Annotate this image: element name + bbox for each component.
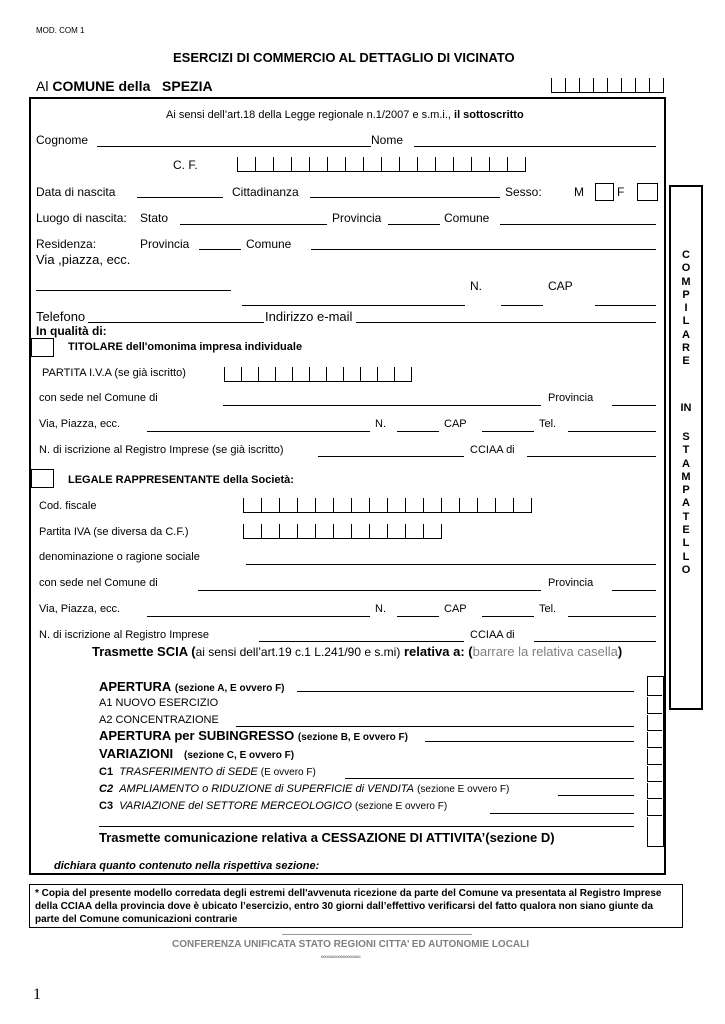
legale-codfisc-label: Cod. fiscale xyxy=(39,500,97,512)
footer-note xyxy=(29,884,683,928)
legale-registro-label: N. di iscrizione al Registro Imprese xyxy=(39,629,209,641)
stato-label: Stato xyxy=(140,211,169,225)
legale-n-field[interactable] xyxy=(397,616,439,617)
c3-code: C3 xyxy=(99,800,114,812)
titolare-tel-label: Tel. xyxy=(539,418,557,430)
c3-sezione: (sezione E ovvero F) xyxy=(354,801,448,812)
titolare-provincia-label: Provincia xyxy=(548,392,594,404)
res-provincia-field[interactable] xyxy=(199,249,241,250)
subingresso-label: APERTURA per SUBINGRESSO xyxy=(99,728,295,743)
c2-code: C2 xyxy=(99,783,114,795)
titolare-registro-field[interactable] xyxy=(318,456,464,457)
provincia-label: Provincia xyxy=(332,211,382,225)
cf-label: C. F. xyxy=(173,158,198,172)
legale-denominazione-field[interactable] xyxy=(246,564,656,565)
scia-relativa: relativa a: ( xyxy=(400,644,473,659)
options-divider xyxy=(647,781,662,783)
titolare-via-label: Via, Piazza, ecc. xyxy=(39,418,121,430)
qualita-label: In qualità di: xyxy=(36,324,107,338)
email-field[interactable] xyxy=(356,322,656,323)
email-label: Indirizzo e-mail xyxy=(265,309,353,324)
recipient-prefix: Al xyxy=(36,78,49,94)
legale-provincia-field[interactable] xyxy=(612,590,656,591)
scia-title: Trasmette SCIA ( xyxy=(92,644,196,659)
sesso-m-checkbox[interactable] xyxy=(595,183,614,201)
n-label: N. xyxy=(470,279,482,293)
legale-heading: LEGALE RAPPRESENTANTE della Società: xyxy=(68,474,294,486)
scia-barrare: barrare la relativa casella xyxy=(472,644,618,659)
c1-label: TRASFERIMENTO di SEDE xyxy=(119,766,258,778)
conferenza-text: CONFERENZA UNIFICATA STATO REGIONI CITTA’ ED AUTONOMIE LOCALI xyxy=(172,939,530,950)
recipient xyxy=(36,78,213,94)
titolare-cciaa-field[interactable] xyxy=(527,456,656,457)
subingresso-line xyxy=(425,741,634,742)
footer-dots: ºººººººººººººººººº xyxy=(321,956,361,962)
recipient-city: SPEZIA xyxy=(162,78,213,94)
c1-sezione: (E ovvero F) xyxy=(260,767,316,778)
subingresso-sezione: (sezione B, E ovvero F) xyxy=(297,732,408,743)
nome-field[interactable] xyxy=(414,146,656,147)
model-code: MOD. COM 1 xyxy=(36,26,85,35)
legale-n-label: N. xyxy=(375,603,386,615)
luogo-label: Luogo di nascita: xyxy=(36,211,127,225)
intro-normal: Ai sensi dell’art.18 della Legge regionale n.1/2007 e s.m.i., xyxy=(166,109,455,121)
legale-checkbox[interactable] xyxy=(31,469,54,488)
cognome-field[interactable] xyxy=(97,146,371,147)
footer-divider xyxy=(282,934,472,935)
titolare-provincia-field[interactable] xyxy=(612,405,656,406)
intro-bold: il sottoscritto xyxy=(454,109,524,121)
legale-codfisc-cells[interactable] xyxy=(243,498,532,513)
cap-label: CAP xyxy=(548,279,573,293)
comune-label: Comune xyxy=(444,211,490,225)
legale-tel-field[interactable] xyxy=(568,616,656,617)
c1-line xyxy=(345,778,634,779)
provincia-field[interactable] xyxy=(388,224,440,225)
page-number: 1 xyxy=(33,986,41,1003)
variazioni-label: VARIAZIONI xyxy=(99,746,174,761)
legale-via-field[interactable] xyxy=(147,616,370,617)
scia-ref: ai sensi dell’art.19 c.1 L.241/90 e s.mi) xyxy=(195,645,401,659)
scia-close: ) xyxy=(617,644,623,659)
legale-cciaa-label: CCIAA di xyxy=(470,629,515,641)
side-note-compilare: C O M P I L A R E xyxy=(681,249,691,368)
cittadinanza-label: Cittadinanza xyxy=(232,185,299,199)
sesso-label: Sesso: xyxy=(505,185,542,199)
telefono-label: Telefono xyxy=(36,309,86,324)
sesso-f-checkbox[interactable] xyxy=(637,183,658,201)
options-divider xyxy=(647,798,662,800)
titolare-n-field[interactable] xyxy=(397,431,439,432)
option-variazioni[interactable] xyxy=(99,746,294,761)
titolare-tel-field[interactable] xyxy=(568,431,656,432)
legale-via-label: Via, Piazza, ecc. xyxy=(39,603,121,615)
c1-code: C1 xyxy=(99,766,114,778)
option-cessazione[interactable]: Trasmette comunicazione relativa a CESSAZIONE DI ATTIVITA’(sezione D) xyxy=(99,830,555,845)
sesso-f-label: F xyxy=(617,185,625,199)
cittadinanza-field[interactable] xyxy=(310,197,500,198)
option-apertura[interactable] xyxy=(99,679,285,694)
apertura-sezione: (sezione A, E ovvero F) xyxy=(174,683,285,694)
recipient-comune: COMUNE della xyxy=(52,78,151,94)
options-divider xyxy=(647,815,662,817)
legale-cciaa-field[interactable] xyxy=(534,641,656,642)
options-checkbox-column xyxy=(647,676,664,847)
c2-sezione: (sezione E ovvero F) xyxy=(417,784,510,795)
side-note-in: IN xyxy=(680,402,692,414)
legale-cap-label: CAP xyxy=(444,603,467,615)
options-divider xyxy=(647,695,662,697)
option-subingresso[interactable] xyxy=(99,728,408,743)
nascita-field[interactable] xyxy=(137,197,223,198)
nome-label: Nome xyxy=(371,133,404,147)
comune-field[interactable] xyxy=(500,224,656,225)
legale-piva-label: Partita IVA (se diversa da C.F.) xyxy=(39,526,189,538)
variazioni-sezione: (sezione C, E ovvero F) xyxy=(184,750,295,761)
telefono-field[interactable] xyxy=(88,322,264,323)
cap-field[interactable] xyxy=(595,305,656,306)
side-note-stampatello: S T A M P A T E L L O xyxy=(681,431,691,576)
legale-registro-field[interactable] xyxy=(259,641,464,642)
c2-line xyxy=(558,795,634,796)
res-comune-field[interactable] xyxy=(311,249,656,250)
legale-cap-field[interactable] xyxy=(482,616,534,617)
option-c3[interactable] xyxy=(99,800,447,812)
option-a1[interactable]: A1 NUOVO ESERCIZIO xyxy=(99,697,219,709)
a2-line xyxy=(236,726,634,727)
cf-cells[interactable] xyxy=(237,157,526,172)
cognome-label: Cognome xyxy=(36,133,89,147)
res-comune-label: Comune xyxy=(246,237,292,251)
c3-line xyxy=(490,813,634,814)
protocol-cells[interactable] xyxy=(551,78,664,93)
legale-sede-field[interactable] xyxy=(198,590,541,591)
sesso-m-label: M xyxy=(574,185,584,199)
titolare-piva-cells[interactable] xyxy=(224,367,412,382)
c2-label: AMPLIAMENTO o RIDUZIONE di SUPERFICIE di VENDITA xyxy=(119,783,415,795)
apertura-line xyxy=(297,691,634,692)
apertura-label: APERTURA xyxy=(99,679,172,694)
options-divider xyxy=(647,730,662,732)
n-field[interactable] xyxy=(501,305,543,306)
stato-field[interactable] xyxy=(180,224,327,225)
titolare-piva-label: PARTITA I.V.A (se già iscritto) xyxy=(42,367,186,379)
titolare-sede-label: con sede nel Comune di xyxy=(39,392,158,404)
titolare-via-field[interactable] xyxy=(147,431,370,432)
legale-denominazione-label: denominazione o ragione sociale xyxy=(39,551,200,563)
option-c2[interactable] xyxy=(99,783,509,795)
legale-tel-label: Tel. xyxy=(539,603,557,615)
titolare-n-label: N. xyxy=(375,418,386,430)
titolare-cap-field[interactable] xyxy=(482,431,534,432)
scia-heading xyxy=(92,644,622,659)
civico-field[interactable] xyxy=(242,305,465,306)
option-c1[interactable] xyxy=(99,766,316,778)
legale-provincia-label: Provincia xyxy=(548,577,594,589)
titolare-sede-field[interactable] xyxy=(223,405,541,406)
page-title: ESERCIZI DI COMMERCIO AL DETTAGLIO DI VICINATO xyxy=(173,50,515,65)
options-divider xyxy=(647,764,662,766)
titolare-registro-label: N. di iscrizione al Registro Imprese (se già iscritto) xyxy=(39,444,284,456)
intro-text xyxy=(166,109,524,121)
legale-piva-cells[interactable] xyxy=(243,524,442,539)
legale-sede-label: con sede nel Comune di xyxy=(39,577,158,589)
nascita-label: Data di nascita xyxy=(36,185,116,199)
residenza-label: Residenza: xyxy=(36,237,97,251)
via-field[interactable] xyxy=(36,290,231,291)
c3-label: VARIAZIONE del SETTORE MERCEOLOGICO xyxy=(119,800,352,812)
titolare-checkbox[interactable] xyxy=(31,338,54,357)
titolare-cap-label: CAP xyxy=(444,418,467,430)
options-divider xyxy=(647,713,662,715)
dichiara-text: dichiara quanto contenuto nella rispettiva sezione: xyxy=(54,860,320,872)
options-divider xyxy=(647,747,662,749)
cessazione-line xyxy=(99,826,634,827)
titolare-heading: TITOLARE dell'omonima impresa individuale xyxy=(68,341,303,353)
via-label: Via ,piazza, ecc. xyxy=(36,252,131,267)
titolare-cciaa-label: CCIAA di xyxy=(470,444,515,456)
footer-note-text: * Copia del presente modello corredata degli estremi dell'avvenuta ricezione da parte del Comune va presentata al Registro Imprese della CCIAA della provincia dove è ubicato l’esercizio, entro 30 giorni dall’effettivo verificarsi del fatto qualora non siano giunte da parte del Comune comunicazioni contrarie xyxy=(35,888,662,925)
res-provincia-label: Provincia xyxy=(140,237,190,251)
option-a2[interactable]: A2 CONCENTRAZIONE xyxy=(99,714,219,726)
